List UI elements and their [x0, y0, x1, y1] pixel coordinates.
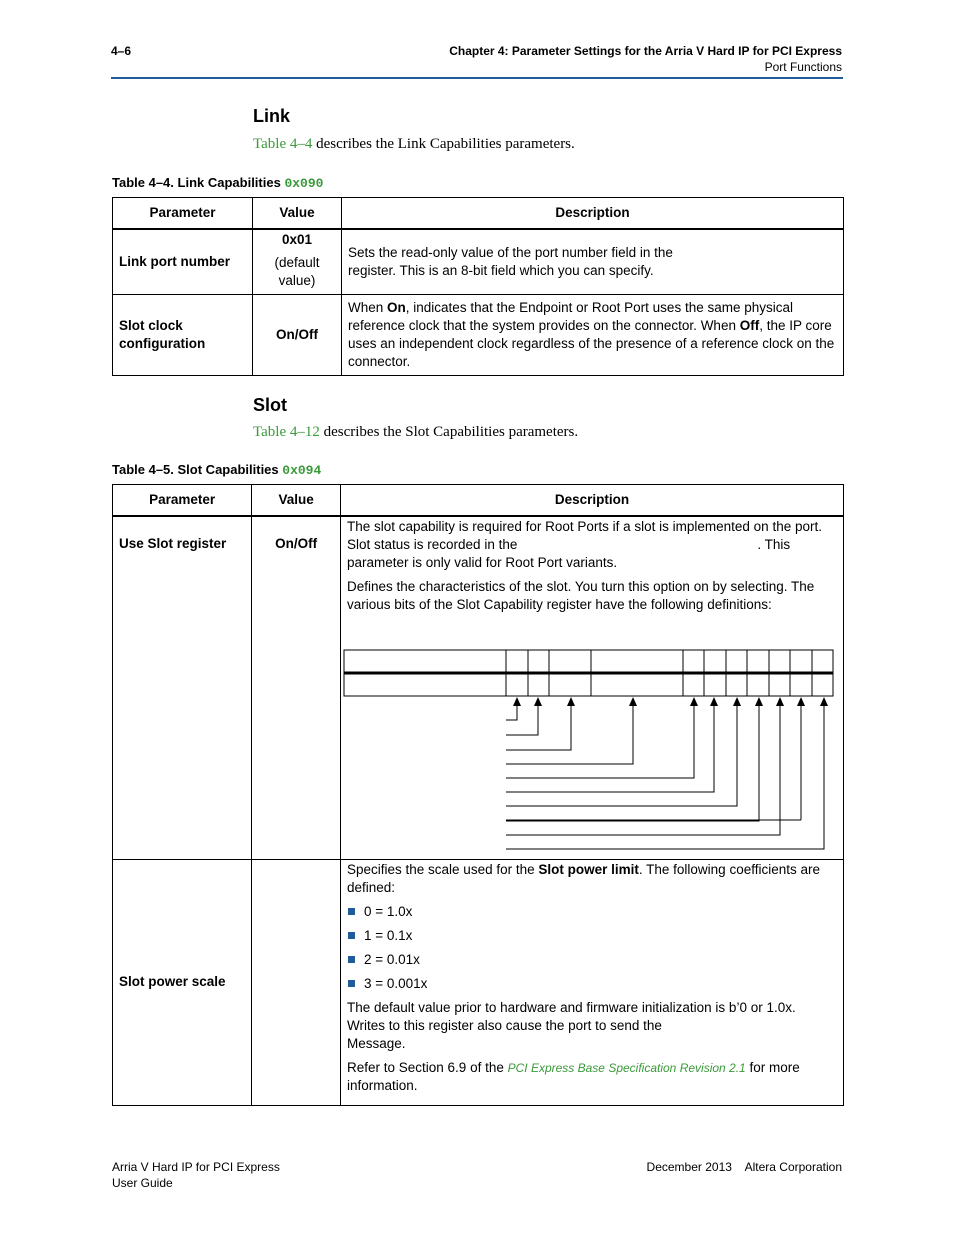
bullet-icon [348, 956, 355, 963]
link-heading: Link [253, 106, 291, 126]
col-parameter: Parameter [113, 485, 252, 517]
param-cell: Slot clock configuration [113, 295, 253, 376]
col-parameter: Parameter [113, 198, 253, 230]
slot-intro-text: describes the Slot Capabilities parameters. [319, 424, 579, 440]
list-item: 0 = 1.0x [347, 903, 831, 921]
use-slot-desc-2: Defines the characteristics of the slot. You turn this option on by selecting. The various bits of the Slot Capability register have the following definitions: [347, 579, 815, 612]
power-scale-default: The default value prior to hardware and firmware initialization is b’0 or 1.0x. Writes to this register also cause the port to send theMessage. [347, 999, 796, 1051]
value-cell [253, 229, 342, 295]
value-main: 0x01 [281, 232, 313, 247]
use-slot-desc-1: The slot capability is required for Root Ports if a slot is implemented on the port. Slot status is recorded in the . This parameter is only valid for Root Port variants. [347, 519, 822, 570]
list-item: 3 = 0.001x [347, 975, 831, 993]
desc-cell: Sets the read-only value of the port number field in the register. This is an 8-bit field which you can specify. [342, 229, 844, 295]
bullet-icon [348, 932, 355, 939]
table-4-4-caption [112, 175, 323, 191]
caption-label: Table 4–5. Slot Capabilities [112, 462, 283, 477]
bullet-icon [348, 980, 355, 987]
value-cell: On/Off [253, 295, 342, 376]
table-row [113, 295, 844, 376]
slot-heading: Slot [253, 395, 287, 415]
value-cell: On/Off [252, 516, 341, 859]
link-intro-text: describes the Link Capabilities parameters. [312, 136, 575, 152]
caption-code: 0x090 [284, 176, 324, 191]
table-4-4-link[interactable]: Table 4–4 [253, 136, 313, 152]
slot-intro [253, 424, 578, 441]
param-cell: Link port number [113, 229, 253, 295]
link-capabilities-table [112, 197, 844, 376]
value-cell [252, 859, 341, 1105]
col-description: Description [341, 485, 844, 517]
col-value: Value [253, 198, 342, 230]
power-scale-intro: Specifies the scale used for the Slot power limit. The following coefficients are defined: [347, 861, 820, 895]
desc-cell [341, 516, 844, 859]
section-title: Port Functions [764, 60, 842, 74]
power-scale-refer: Refer to Section 6.9 of the PCI Express Base Specification Revision 2.1 for more information. [347, 1059, 800, 1093]
col-value: Value [252, 485, 341, 517]
desc-cell [341, 859, 844, 1105]
footer-doc-type: User Guide [112, 1176, 173, 1190]
table-row [113, 859, 844, 1105]
param-cell: Slot power scale [113, 859, 252, 1105]
slot-capabilities-table [112, 484, 844, 1106]
table-row [113, 229, 844, 295]
table-4-12-link[interactable]: Table 4–12 [253, 424, 320, 440]
slot-capability-register-diagram [343, 620, 835, 850]
table-4-5-caption [112, 462, 321, 478]
header-rule [111, 77, 843, 79]
caption-label: Table 4–4. Link Capabilities [112, 175, 285, 190]
col-description: Description [342, 198, 844, 230]
param-cell: Use Slot register [113, 516, 252, 859]
table-header-row [113, 198, 844, 230]
value-sub: (default value) [274, 255, 320, 288]
caption-code: 0x094 [282, 463, 322, 478]
page-number: 4–6 [111, 44, 132, 58]
table-row [113, 516, 844, 859]
desc-cell: When On, indicates that the Endpoint or Root Port uses the same physical reference clock that the system provides on the connector. When Off, the IP core uses an independent clock regardless of the presence of a reference clock on the connector. [342, 295, 844, 376]
footer-doc-title: Arria V Hard IP for PCI Express [112, 1160, 280, 1174]
footer-date-company: December 2013 Altera Corporation [646, 1160, 842, 1174]
list-item: 1 = 0.1x [347, 927, 831, 945]
bullet-icon [348, 908, 355, 915]
pcie-spec-link[interactable]: PCI Express Base Specification Revision 2.1 [507, 1060, 746, 1075]
link-intro [253, 136, 575, 153]
chapter-title: Chapter 4: Parameter Settings for the Arria V Hard IP for PCI Express [449, 44, 842, 58]
table-header-row [113, 485, 844, 517]
list-item: 2 = 0.01x [347, 951, 831, 969]
